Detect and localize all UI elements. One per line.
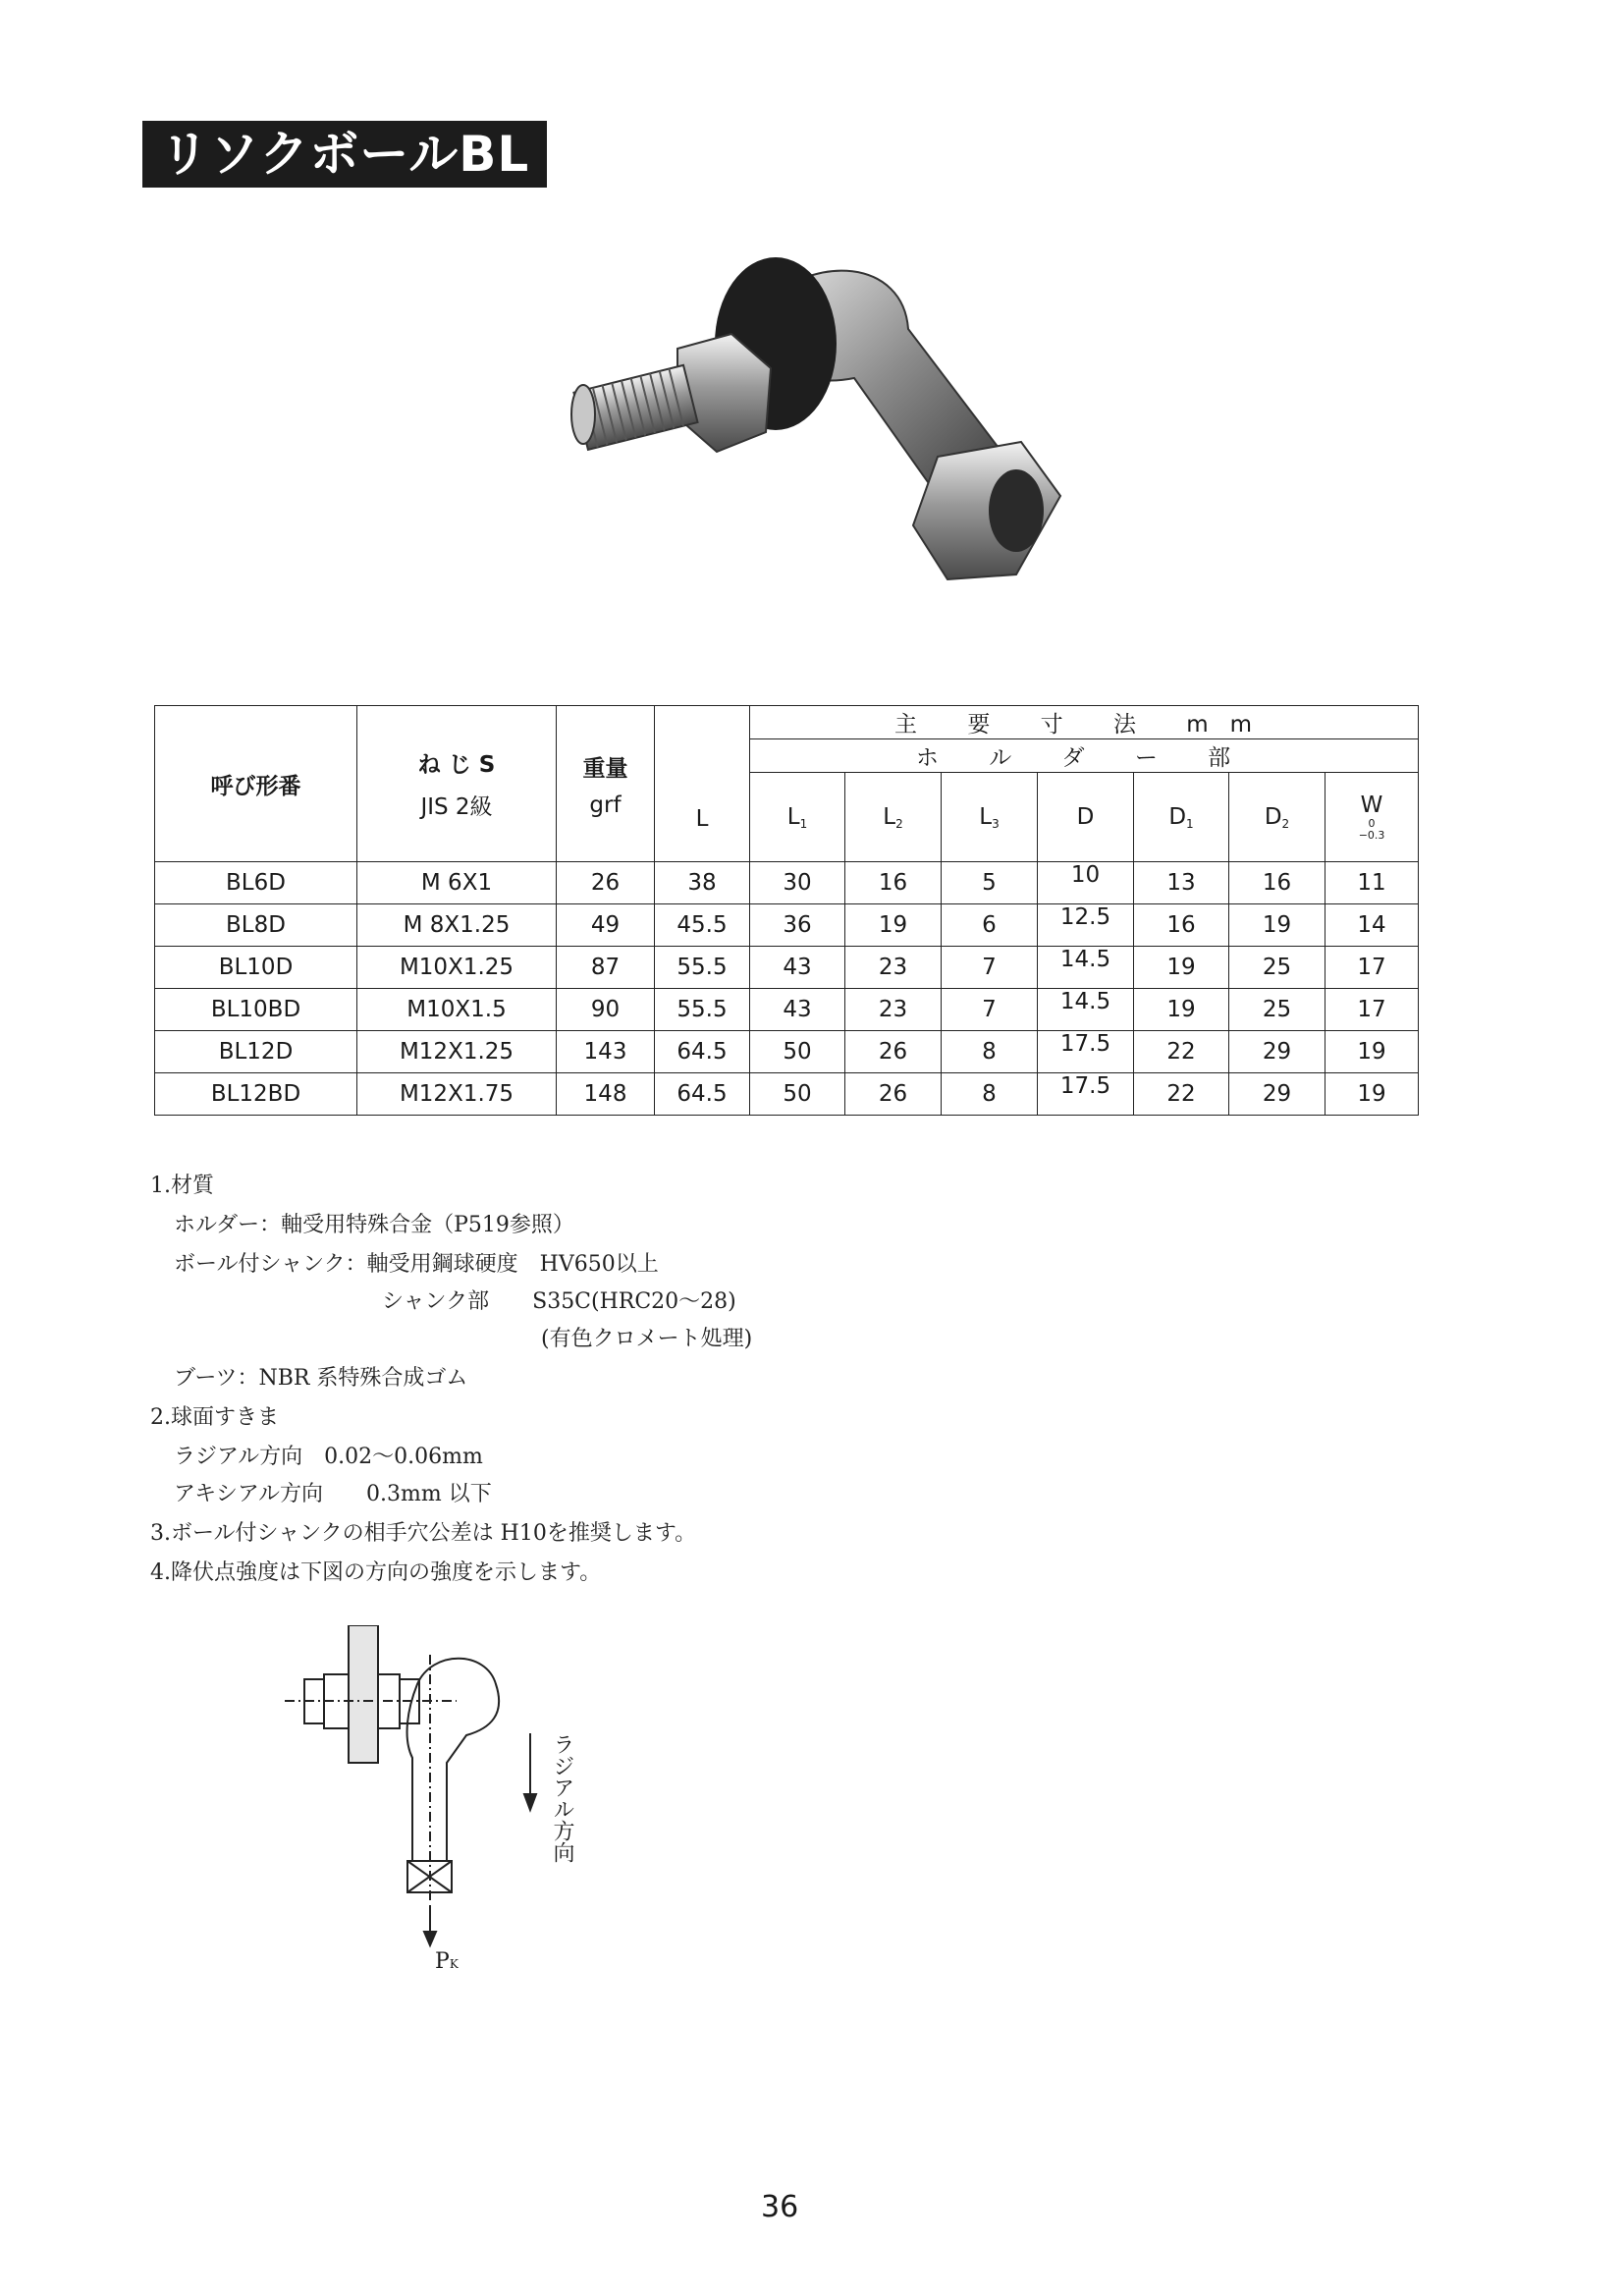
note-2-heading: 2.球面すきま bbox=[150, 1405, 279, 1430]
cell-d1: 19 bbox=[1134, 989, 1229, 1031]
cell-weight: 143 bbox=[557, 1031, 655, 1073]
cell-l3: 8 bbox=[942, 1031, 1038, 1073]
page-number: 36 bbox=[761, 2190, 799, 2224]
holder-section-header: ホ ル ダ ー 部 bbox=[750, 739, 1419, 773]
cell-d2: 29 bbox=[1229, 1073, 1325, 1116]
cell-screw: M 6X1 bbox=[357, 862, 557, 904]
cell-screw: M12X1.75 bbox=[357, 1073, 557, 1116]
cell-l3: 7 bbox=[942, 989, 1038, 1031]
table-row bbox=[155, 989, 1419, 1031]
cell-model: BL10BD bbox=[155, 989, 357, 1031]
col-L1-header bbox=[750, 773, 845, 862]
cell-model: BL10D bbox=[155, 947, 357, 989]
cell-screw: M10X1.5 bbox=[357, 989, 557, 1031]
cell-l3: 7 bbox=[942, 947, 1038, 989]
cell-weight: 49 bbox=[557, 904, 655, 947]
cell-d: 14.5 bbox=[1038, 947, 1134, 989]
col-L2-label: L bbox=[883, 803, 896, 830]
cell-w: 19 bbox=[1325, 1073, 1419, 1116]
col-W-tol-upper: 0 bbox=[1368, 817, 1376, 830]
col-weight-header bbox=[557, 706, 655, 862]
cell-d1: 22 bbox=[1134, 1073, 1229, 1116]
cell-w: 11 bbox=[1325, 862, 1419, 904]
cell-l: 45.5 bbox=[655, 904, 750, 947]
cell-d: 17.5 bbox=[1038, 1073, 1134, 1116]
cell-l2: 23 bbox=[845, 947, 942, 989]
cell-l1: 50 bbox=[750, 1073, 845, 1116]
cell-l2: 19 bbox=[845, 904, 942, 947]
col-screw-label: ね じ S bbox=[417, 752, 496, 778]
col-L3-label: L bbox=[979, 803, 993, 830]
note-1-boot: ブーツ：NBR 系特殊合成ゴム bbox=[174, 1366, 468, 1391]
note-1-heading: 1.材質 bbox=[150, 1174, 214, 1198]
cell-weight: 87 bbox=[557, 947, 655, 989]
cell-d2: 19 bbox=[1229, 904, 1325, 947]
cell-w: 19 bbox=[1325, 1031, 1419, 1073]
cell-d2: 25 bbox=[1229, 947, 1325, 989]
cell-d2: 29 bbox=[1229, 1031, 1325, 1073]
col-D1-sub: 1 bbox=[1186, 816, 1194, 831]
cell-d: 17.5 bbox=[1038, 1031, 1134, 1073]
col-W-header bbox=[1325, 773, 1419, 862]
col-L-header: L bbox=[655, 706, 750, 862]
cell-d: 10 bbox=[1038, 862, 1134, 904]
cell-d1: 22 bbox=[1134, 1031, 1229, 1073]
load-label bbox=[435, 1949, 459, 1974]
load-label-sub: K bbox=[449, 1957, 459, 1971]
col-W-label: W bbox=[1360, 793, 1383, 818]
radial-direction-label: ラジアル方向 bbox=[550, 1733, 574, 1863]
col-weight-unit: grf bbox=[589, 792, 622, 818]
page-title: リソクボールBL形 bbox=[142, 121, 547, 188]
note-2-axial: アキシアル方向 0.3mm 以下 bbox=[174, 1482, 492, 1506]
col-screw-grade: JIS 2級 bbox=[420, 794, 493, 820]
col-L1-label: L bbox=[786, 803, 800, 830]
col-L3-sub: 3 bbox=[992, 816, 1000, 831]
cell-l3: 5 bbox=[942, 862, 1038, 904]
table-row bbox=[155, 1073, 1419, 1116]
cell-d1: 19 bbox=[1134, 947, 1229, 989]
col-weight-label: 重量 bbox=[582, 755, 628, 782]
cell-l3: 6 bbox=[942, 904, 1038, 947]
col-L3-header bbox=[942, 773, 1038, 862]
cell-model: BL12D bbox=[155, 1031, 357, 1073]
product-photo bbox=[560, 250, 1109, 633]
cell-weight: 90 bbox=[557, 989, 655, 1031]
cell-model: BL8D bbox=[155, 904, 357, 947]
cell-d: 14.5 bbox=[1038, 989, 1134, 1031]
table-row bbox=[155, 1031, 1419, 1073]
cell-l: 64.5 bbox=[655, 1073, 750, 1116]
cell-model: BL6D bbox=[155, 862, 357, 904]
cell-screw: M12X1.25 bbox=[357, 1031, 557, 1073]
col-D1-header bbox=[1134, 773, 1229, 862]
cell-l1: 43 bbox=[750, 947, 845, 989]
cell-d2: 16 bbox=[1229, 862, 1325, 904]
cell-weight: 26 bbox=[557, 862, 655, 904]
col-D-header: D bbox=[1038, 773, 1134, 862]
cell-model: BL12BD bbox=[155, 1073, 357, 1116]
col-D2-header bbox=[1229, 773, 1325, 862]
cell-d: 12.5 bbox=[1038, 904, 1134, 947]
cell-w: 17 bbox=[1325, 947, 1419, 989]
cell-l: 64.5 bbox=[655, 1031, 750, 1073]
note-2-radial: ラジアル方向 0.02〜0.06mm bbox=[174, 1445, 483, 1469]
col-D1-label: D bbox=[1168, 803, 1187, 830]
cell-d2: 25 bbox=[1229, 989, 1325, 1031]
cell-w: 17 bbox=[1325, 989, 1419, 1031]
cell-d1: 16 bbox=[1134, 904, 1229, 947]
col-L1-sub: 1 bbox=[799, 816, 808, 831]
load-label-p: P bbox=[435, 1949, 450, 1974]
note-1-shank-part: シャンク部 S35C(HRC20〜28) bbox=[382, 1289, 736, 1314]
note-1-ball-shank: ボール付シャンク：軸受用鋼球硬度 HV650以上 bbox=[174, 1252, 659, 1277]
table-row bbox=[155, 862, 1419, 904]
col-W-tol-lower: −0.3 bbox=[1358, 829, 1385, 842]
cell-l: 38 bbox=[655, 862, 750, 904]
col-D2-label: D bbox=[1264, 803, 1282, 830]
cell-l1: 50 bbox=[750, 1031, 845, 1073]
note-4: 4.降伏点強度は下図の方向の強度を示します。 bbox=[150, 1560, 602, 1585]
cell-l2: 26 bbox=[845, 1031, 942, 1073]
cell-l2: 23 bbox=[845, 989, 942, 1031]
main-dimensions-header: 主 要 寸 法 mm bbox=[750, 706, 1419, 739]
table-row bbox=[155, 904, 1419, 947]
cell-l1: 36 bbox=[750, 904, 845, 947]
cell-w: 14 bbox=[1325, 904, 1419, 947]
cell-screw: M10X1.25 bbox=[357, 947, 557, 989]
col-L2-sub: 2 bbox=[895, 816, 903, 831]
cell-l: 55.5 bbox=[655, 989, 750, 1031]
col-D2-sub: 2 bbox=[1281, 816, 1290, 831]
col-screw-header bbox=[357, 706, 557, 862]
note-1-holder: ホルダー：軸受用特殊合金（P519参照） bbox=[174, 1213, 574, 1237]
table-row bbox=[155, 947, 1419, 989]
cell-d1: 13 bbox=[1134, 862, 1229, 904]
specification-rows bbox=[155, 862, 1419, 1116]
col-model-header: 呼び形番 bbox=[155, 706, 357, 862]
cell-l2: 26 bbox=[845, 1073, 942, 1116]
note-3: 3.ボール付シャンクの相手穴公差は H10を推奨します。 bbox=[150, 1521, 697, 1546]
cell-l2: 16 bbox=[845, 862, 942, 904]
note-1-treatment: (有色クロメート処理) bbox=[541, 1327, 753, 1351]
cell-l1: 43 bbox=[750, 989, 845, 1031]
cell-l3: 8 bbox=[942, 1073, 1038, 1116]
cell-l1: 30 bbox=[750, 862, 845, 904]
cell-l: 55.5 bbox=[655, 947, 750, 989]
cell-weight: 148 bbox=[557, 1073, 655, 1116]
cell-screw: M 8X1.25 bbox=[357, 904, 557, 947]
col-L2-header bbox=[845, 773, 942, 862]
specification-table bbox=[154, 705, 1419, 1116]
